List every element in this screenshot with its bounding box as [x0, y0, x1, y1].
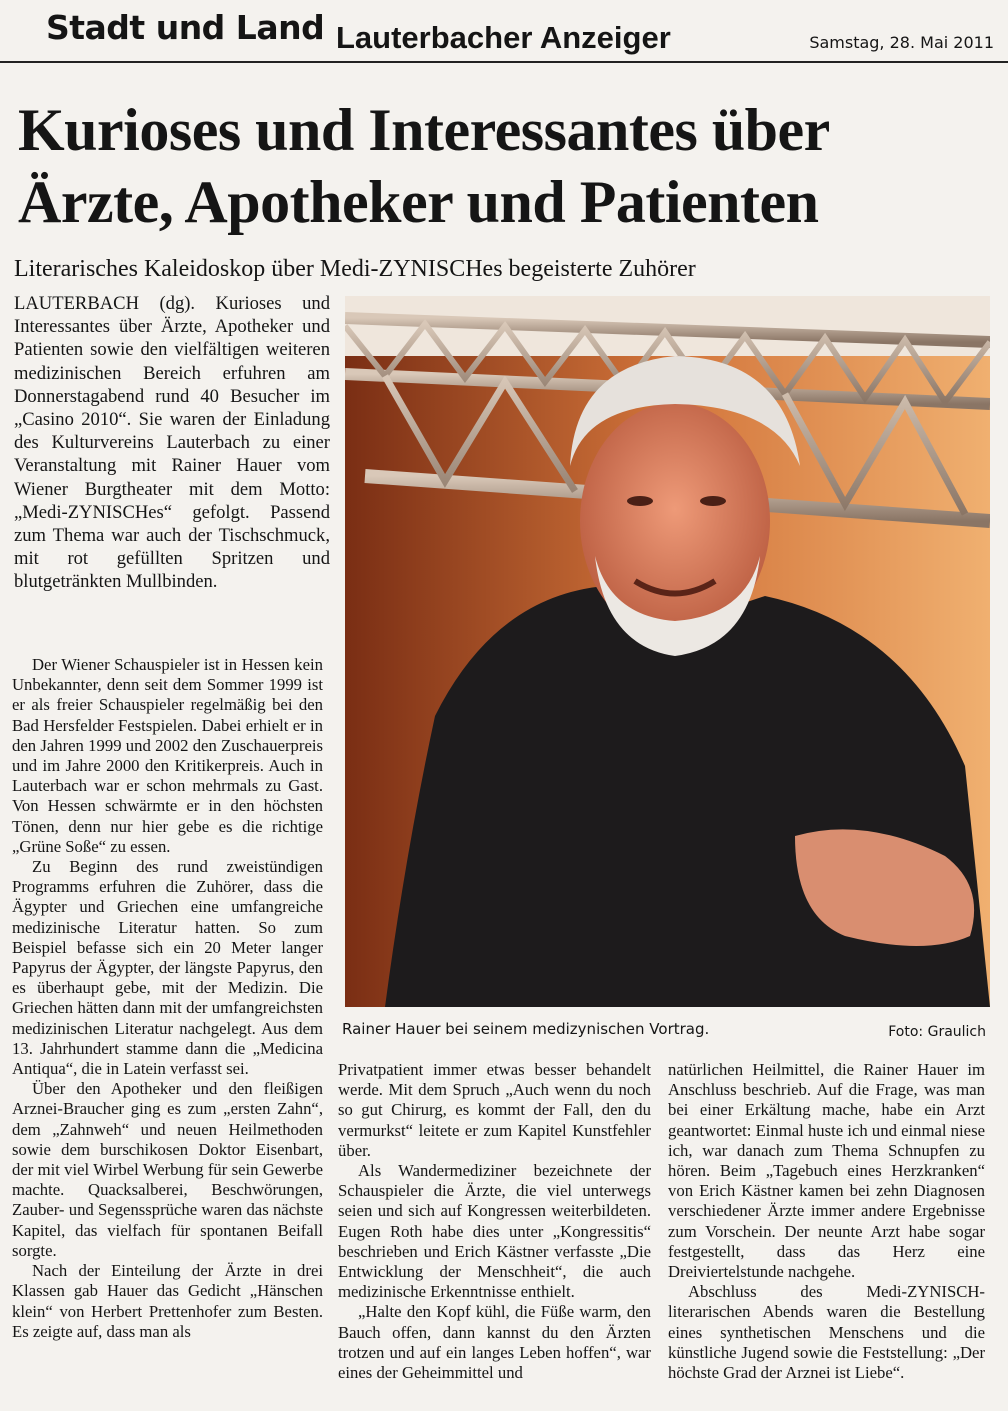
newspaper-name: Lauterbacher Anzeiger [336, 20, 671, 55]
paragraph-1: Der Wiener Schauspieler ist in Hessen kein Unbekannter, denn seit dem Sommer 1999 ist er als freier Schauspieler regelmäßig bei den Bad Hersfelder Festspielen. Dabei erhielt er in den Jahren 1999 und 2002 den Zuschauerpreis und im Jahre 2000 den Kritikerpreis. Auch in Lauterbach war er schon mehrmals zu Gast. Von Hessen schwärmte er in den höchsten Tönen, denn nur hier gebe es die richtige „Grüne Soße“ zu essen. [12, 655, 323, 856]
article-photo [345, 296, 990, 1007]
article-column-2 [338, 1060, 651, 1383]
col3-paragraph-2: Abschluss des Medi-ZYNISCH-literarischen Abends waren die Bestellung eines synthetischen Menschens und die künstliche Jugend sowie die Feststellung: „Der höchste Grad der Arznei ist Liebe“. [668, 1282, 985, 1383]
paragraph-3: Über den Apotheker und den fleißigen Arznei-Braucher ging es zum „ersten Zahn“, dem „Zahnweh“ und neuen Heilmethoden sowie dem burschikosen Doktor Eisenbart, der mit viel Wirbel Werbung für sein Gewerbe machte. Quacksalberei, Beschwörungen, Zauber- und Segenssprüche waren das nächste Kapitel, das vielfach für spontanen Beifall sorgte. [12, 1079, 323, 1260]
lead-text: LAUTERBACH (dg). Kurioses und Interessantes über Ärzte, Apotheker und Patienten sowie den vielfältigen weiteren medizinischen Bereich erfuhren am Donnerstagabend rund 40 Besucher im „Casino 2010“. Sie waren der Einladung des Kulturvereins Lauterbach zu einer Veranstaltung mit Rainer Hauer vom Wiener Burgtheater mit dem Motto: „Medi-ZYNISCHes“ gefolgt. Passend zum Thema war auch der Tischschmuck, mit rot gefüllten Spritzen und blutgetränkten Mullbinden. [14, 293, 330, 593]
col2-paragraph-2: Als Wandermediziner bezeichnete der Schauspieler die Ärzte, die viel unterwegs seien und sich auf Kongressen weiterbildeten. Eugen Roth habe dies unter „Kongressitis“ beschrieben und Erich Kästner verfasste „Die Entwicklung der Menschheit“, die auch medizinische Erkenntnisse enthielt. [338, 1161, 651, 1302]
header-rule [0, 61, 1008, 63]
section-title: Stadt und Land [46, 8, 325, 47]
col2-paragraph-1: Privatpatient immer etwas besser behandelt werde. Mit dem Spruch „Auch wenn du noch so gut Chirurg, es kommt der Fall, den du vermurkst“ leitete er zum Kapitel Kunstfehler über. [338, 1060, 651, 1160]
photo-caption: Rainer Hauer bei seinem medizynischen Vortrag. [342, 1020, 710, 1038]
paragraph-2: Zu Beginn des rund zweistündigen Programms erfuhren die Zuhörer, dass die Ägypter und Griechen eine umfangreiche medizinische Literatur hatten. So zum Beispiel befasse sich ein 20 Meter langer Papyrus der Ägypter, der längste Papyrus, den es überhaupt gebe, mit der Medizin. Die Griechen hätten dann mit der umfangreichsten medizinischen Literatur nachgelegt. Aus dem 13. Jahrhundert stamme dann die „Medicina Antiqua“, die in Latein verfasst sei. [12, 857, 323, 1079]
col2-paragraph-3: „Halte den Kopf kühl, die Füße warm, den Bauch offen, dann kannst du den Ärzten trotzen und auf ein langes Leben hoffen“, war eines der Geheimmittel und [338, 1302, 651, 1383]
photo-credit: Foto: Graulich [888, 1024, 986, 1040]
headline-line-1: Kurioses und Interessantes über [18, 97, 830, 163]
lead-paragraph [14, 292, 330, 594]
right-eye [700, 496, 726, 506]
paragraph-4: Nach der Einteilung der Ärzte in drei Klassen gab Hauer das Gedicht „Hänschen klein“ von Herbert Prettenhofer zum Besten. Es zeigte auf, dass man als [12, 1261, 323, 1341]
issue-date: Samstag, 28. Mai 2011 [809, 33, 994, 52]
left-eye [627, 496, 653, 506]
article-column-1 [12, 655, 323, 1342]
col3-paragraph-1: natürlichen Heilmittel, die Rainer Hauer im Anschluss beschrieb. Auf die Frage, was man bei einer Erkältung mache, habe ein Arzt geantwortet: Einmal huste ich und einmal niese ich, war danach zum Thema Schnupfen zu hören. Beim „Tagebuch eines Herzkranken“ von Erich Kästner kamen bei zehn Diagnosen verschiedener Ärzte immer andere Ergebnisse zum Vorschein. Der neunte Arzt habe sogar festgestellt, dass das Herz eine Dreiviertelstunde nachgehe. [668, 1060, 985, 1282]
subheadline: Literarisches Kaleidoskop über Medi-ZYNISCHes begeisterte Zuhörer [14, 256, 696, 282]
headline [18, 94, 1003, 238]
article-column-3 [668, 1060, 985, 1383]
photo-illustration [345, 296, 990, 1007]
headline-line-2: Ärzte, Apotheker und Patienten [18, 169, 819, 235]
